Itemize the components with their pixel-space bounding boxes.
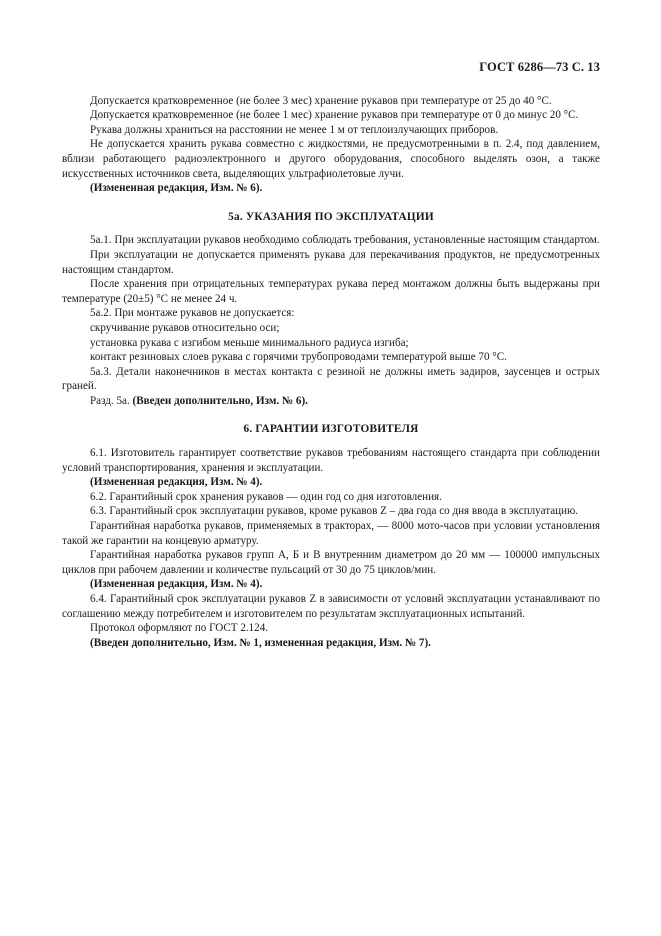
section-note-bold: (Введен дополнительно, Изм. № 6). — [132, 394, 308, 407]
storage-section — [62, 94, 600, 196]
paragraph: 6.1. Изготовитель гарантирует соответствие рукавов требованиям настоящего стандарта при соблюдении условий транспортирования, хранения и эксплуатации. — [62, 447, 600, 474]
paragraph: 6.3. Гарантийный срок эксплуатации рукавов, кроме рукавов Z – два года со дня ввода в эксплуатацию. — [90, 505, 579, 518]
amendment-note: (Введен дополнительно, Изм. № 1, измененная редакция, Изм. № 7). — [90, 636, 431, 649]
amendment-note: (Измененная редакция, Изм. № 6). — [90, 182, 263, 195]
paragraph: Протокол оформляют по ГОСТ 2.124. — [90, 622, 269, 635]
section-note — [62, 394, 600, 409]
amendment-note: (Измененная редакция, Изм. № 4). — [90, 476, 263, 489]
paragraph: 5а.1. При эксплуатации рукавов необходимо соблюдать требования, установленные настоящим стандартом. — [90, 234, 600, 247]
paragraph: Допускается кратковременное (не более 1 мес) хранение рукавов при температуре от 0 до минус 20 °С. — [90, 109, 579, 122]
document-page — [62, 60, 600, 650]
paragraph: Рукава должны храниться на расстоянии не менее 1 м от теплоизлучающих приборов. — [90, 123, 499, 136]
paragraph: Гарантийная наработка рукавов групп А, Б и В внутренним диаметром до 20 мм — 100000 импульсных циклов при рабочем давлении и количестве пульсаций от 30 до 75 циклов/мин. — [62, 549, 600, 576]
page-header: ГОСТ 6286—73 С. 13 — [479, 60, 600, 74]
section-heading-5a: 5а. УКАЗАНИЯ ПО ЭКСПЛУАТАЦИИ — [228, 210, 434, 223]
paragraph: 5а.2. При монтаже рукавов не допускается: — [90, 307, 295, 320]
list-item: скручивание рукавов относительно оси; — [90, 321, 280, 334]
paragraph: Гарантийная наработка рукавов, применяемых в тракторах, — 8000 мото-часов при условии установления такой же гарантии на концевую арматуру. — [62, 520, 600, 547]
warranty-section — [62, 446, 600, 650]
paragraph: Не допускается хранить рукава совместно с жидкостями, не предусмотренными в п. 2.4, под давлением, вблизи работающего радиоэлектронного и другого оборудования, способного выделять озон, а также искусственных источников света, выделяющих ультрафиолетовые лучи. — [62, 138, 600, 180]
operation-section — [62, 233, 600, 408]
section-heading-6: 6. ГАРАНТИИ ИЗГОТОВИТЕЛЯ — [243, 423, 419, 436]
list-item: контакт резиновых слоев рукава с горячими трубопроводами температурой выше 70 °С. — [90, 351, 507, 364]
section-note-prefix: Разд. 5а. — [90, 394, 130, 407]
paragraph: Допускается кратковременное (не более 3 мес) хранение рукавов при температуре от 25 до 40 °С. — [90, 94, 552, 107]
paragraph: 6.2. Гарантийный срок хранения рукавов — один год со дня изготовления. — [90, 490, 442, 503]
list-item: установка рукава с изгибом меньше минимального радиуса изгиба; — [90, 336, 409, 349]
paragraph: 6.4. Гарантийный срок эксплуатации рукавов Z в зависимости от условий эксплуатации устанавливают по соглашению между потребителем и изготовителем по результатам эксплуатационных испытаний. — [62, 593, 600, 620]
paragraph: 5а.3. Детали наконечников в местах контакта с резиной не должны иметь задиров, заусенцев и острых граней. — [62, 365, 600, 393]
paragraph: После хранения при отрицательных температурах рукава перед монтажом должны быть выдержаны при температуре (20±5) °С не менее 24 ч. — [62, 278, 600, 305]
paragraph: При эксплуатации не допускается применять рукава для перекачивания продуктов, не предусмотренных настоящим стандартом. — [62, 248, 600, 276]
amendment-note: (Измененная редакция, Изм. № 4). — [90, 578, 263, 591]
